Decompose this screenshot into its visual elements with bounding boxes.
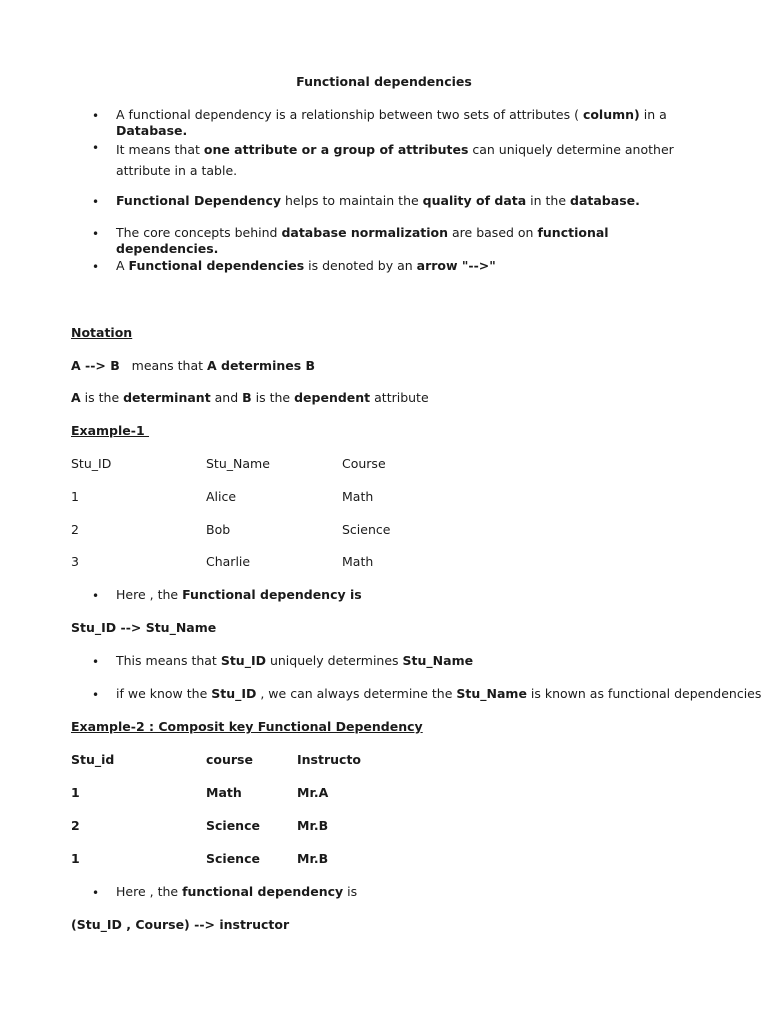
intro-bullet-2: It means that one attribute or a group of attributes can uniquely determine another attribute in a table.	[116, 142, 674, 178]
example2-header-stu-id: Stu_id	[71, 752, 115, 767]
bullet-icon: •	[92, 227, 100, 241]
example2-cell: Science	[206, 818, 260, 833]
bullet-icon: •	[92, 589, 100, 603]
bullet-icon: •	[92, 688, 100, 702]
bullet-icon: •	[92, 260, 100, 274]
example1-bullet-2: This means that Stu_ID uniquely determines Stu_Name	[116, 653, 474, 668]
example1-cell: Math	[342, 489, 374, 504]
example1-cell: 1	[71, 489, 79, 504]
intro-bullet-5: A Functional dependencies is denoted by an arrow "-->"	[116, 258, 496, 273]
example2-cell: Mr.B	[297, 851, 329, 866]
example1-bullet-3: if we know the Stu_ID , we can always determine the Stu_Name is known as functional dependencies	[116, 686, 762, 701]
example1-cell: 3	[71, 554, 79, 569]
example1-header-stu-id: Stu_ID	[71, 456, 112, 471]
example1-header-stu-name: Stu_Name	[206, 456, 270, 471]
example1-cell: Bob	[206, 522, 231, 537]
notation-heading: Notation	[71, 325, 133, 340]
example1-cell: Math	[342, 554, 374, 569]
example1-cell: 2	[71, 522, 79, 537]
notation-line-1: A --> B means that A determines B	[71, 358, 316, 373]
example1-header-course: Course	[342, 456, 386, 471]
example2-header-course: course	[206, 752, 253, 767]
example2-cell: Math	[206, 785, 242, 800]
example2-fd: (Stu_ID , Course) --> instructor	[71, 917, 290, 932]
example2-heading: Example-2 : Composit key Functional Dependency	[71, 719, 423, 734]
example2-cell: Mr.A	[297, 785, 329, 800]
example2-cell: 1	[71, 785, 80, 800]
example1-cell: Alice	[206, 489, 237, 504]
example1-cell: Science	[342, 522, 391, 537]
bullet-icon: •	[92, 195, 100, 209]
bullet-icon: •	[92, 655, 100, 669]
example2-bullet-1: Here , the functional dependency is	[116, 884, 358, 899]
example2-cell: 1	[71, 851, 80, 866]
example2-header-instructor: Instructo	[297, 752, 362, 767]
notation-line-2: A is the determinant and B is the dependent attribute	[71, 390, 429, 405]
intro-bullet-1: A functional dependency is a relationship between two sets of attributes ( column) in a Database.	[116, 107, 667, 138]
bullet-icon: •	[92, 109, 100, 123]
example1-cell: Charlie	[206, 554, 251, 569]
example1-bullet-1: Here , the Functional dependency is	[116, 587, 362, 602]
example1-heading: Example-1	[71, 423, 150, 438]
intro-bullet-3: Functional Dependency helps to maintain the quality of data in the database.	[116, 193, 640, 208]
bullet-icon: •	[92, 141, 100, 155]
bullet-icon: •	[92, 886, 100, 900]
page-title: Functional dependencies	[296, 74, 472, 89]
example2-cell: 2	[71, 818, 80, 833]
example2-cell: Mr.B	[297, 818, 329, 833]
example2-cell: Science	[206, 851, 260, 866]
intro-bullet-4: The core concepts behind database normalization are based on functional dependencies.	[116, 225, 609, 256]
example1-fd: Stu_ID --> Stu_Name	[71, 620, 217, 635]
